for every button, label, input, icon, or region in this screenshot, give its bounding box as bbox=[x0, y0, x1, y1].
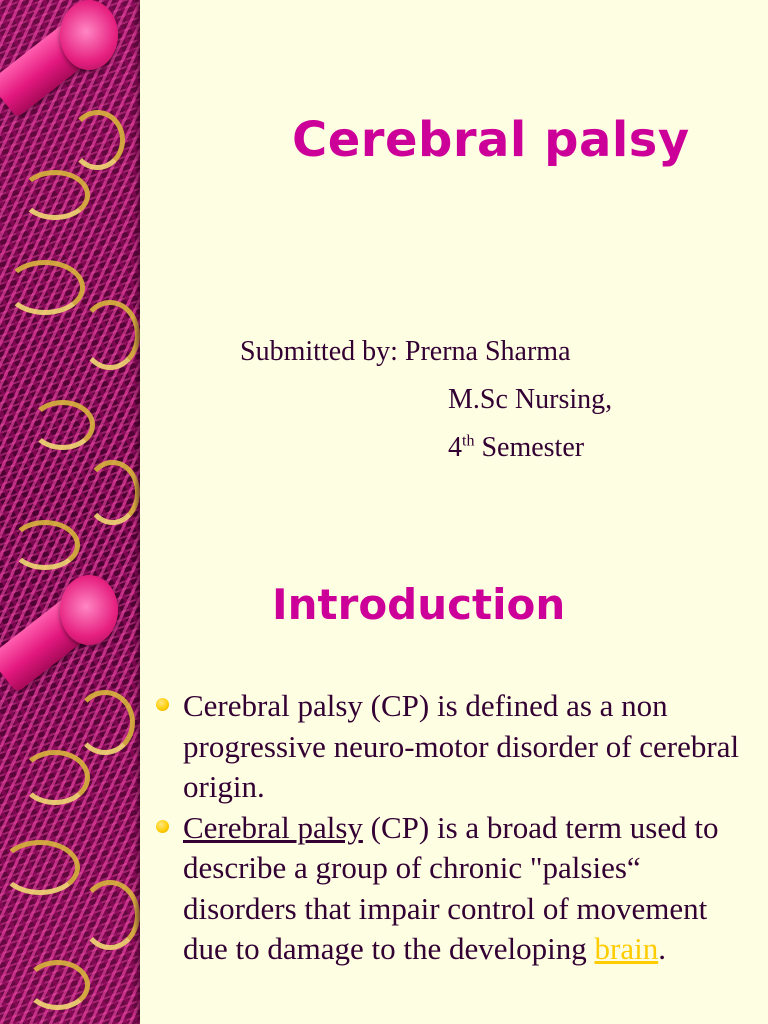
bullet-text: Cerebral palsy (CP) is defined as a non progressive neuro-motor disorder of cerebral origin. bbox=[183, 688, 740, 804]
streamer-curl-icon bbox=[5, 260, 85, 315]
streamer-curl-icon bbox=[70, 110, 125, 170]
semester-line bbox=[448, 432, 584, 464]
semester-ordinal-suffix: th bbox=[462, 432, 475, 450]
decorative-streamer-border bbox=[0, 0, 140, 1024]
streamer-curl-icon bbox=[0, 840, 80, 895]
semester-number: 4 bbox=[448, 432, 462, 463]
brain-link[interactable]: brain bbox=[594, 931, 659, 966]
section-heading: Introduction bbox=[272, 580, 566, 629]
bullet-list bbox=[156, 686, 756, 970]
bullet-text: (CP) is a broad term used to describe a group of chronic "palsies“ disorders that impair control of movement due to damage to the developing bbox=[183, 809, 719, 966]
streamer-curl-icon bbox=[20, 750, 90, 805]
bullet-dot-icon bbox=[156, 698, 169, 711]
cerebral-palsy-link[interactable]: Cerebral palsy bbox=[183, 809, 363, 845]
streamer-curl-icon bbox=[85, 460, 140, 525]
streamer-curl-icon bbox=[80, 880, 140, 950]
degree-line: M.Sc Nursing, bbox=[448, 384, 613, 415]
party-horn-bell-icon bbox=[60, 0, 118, 70]
streamer-curl-icon bbox=[75, 690, 135, 755]
streamer-curl-icon bbox=[30, 400, 95, 450]
slide-title: Cerebral palsy bbox=[292, 112, 690, 168]
bullet-text-end: . bbox=[658, 931, 666, 966]
streamer-curl-icon bbox=[80, 300, 140, 370]
streamer-curl-icon bbox=[10, 520, 80, 570]
submitted-by-line: Submitted by: Prerna Sharma bbox=[240, 336, 571, 367]
bullet-dot-icon bbox=[156, 820, 169, 833]
semester-label: Semester bbox=[474, 432, 585, 463]
streamer-curl-icon bbox=[25, 960, 90, 1010]
bullet-item bbox=[156, 808, 756, 970]
bullet-item bbox=[156, 686, 756, 808]
party-horn-bell-icon bbox=[60, 575, 118, 645]
streamer-curl-icon bbox=[20, 170, 90, 220]
